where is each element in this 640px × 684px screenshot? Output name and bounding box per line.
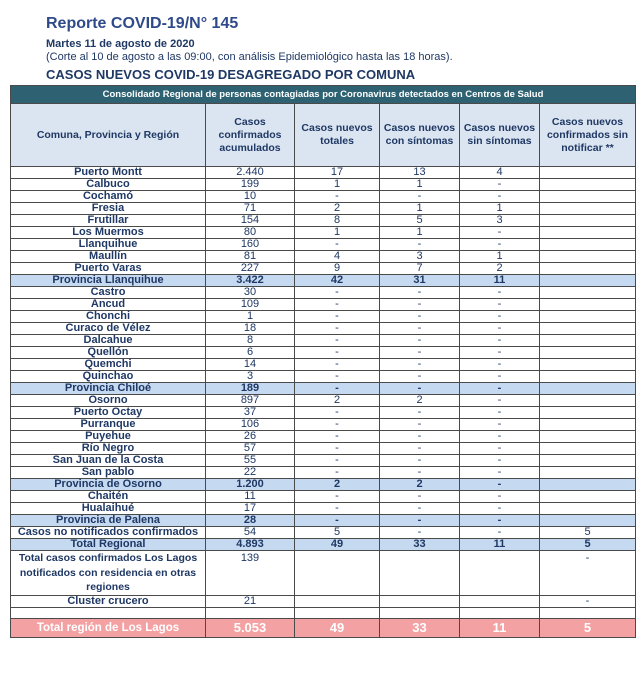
cell-new-unnotified [540,431,636,443]
cell-new-asymptomatic: - [460,371,540,383]
cell-accumulated: 8 [206,335,295,347]
report-subtitle: CASOS NUEVOS COVID-19 DESAGREGADO POR COMUNA [46,67,416,82]
cell-accumulated: 189 [206,383,295,395]
cell-new-unnotified [540,179,636,191]
cell-new-total: - [295,383,380,395]
cell-accumulated: 1.200 [206,479,295,491]
header-new-asymptomatic: Casos nuevos sin síntomas [460,104,540,167]
cell-accumulated: 227 [206,263,295,275]
table-row [11,167,636,179]
cell-name: Cochamó [11,191,206,203]
report-cutoff-note: (Corte al 10 de agosto a las 09:00, con análisis Epidemiológico hasta las 18 horas). [46,51,453,63]
cell-accumulated: 28 [206,515,295,527]
cell-name: Dalcahue [11,335,206,347]
cell-new-symptomatic: - [380,359,460,371]
cell-accumulated: 54 [206,527,295,539]
table-row [11,359,636,371]
cell-new-asymptomatic: 3 [460,215,540,227]
table-row [11,527,636,539]
cell-name: Frutillar [11,215,206,227]
cell-accumulated: 3 [206,371,295,383]
cell-new-total: 49 [295,619,380,638]
cell-name: Los Muermos [11,227,206,239]
cell-accumulated: 18 [206,323,295,335]
cell-accumulated: 14 [206,359,295,371]
cell-name: Ancud [11,299,206,311]
table-row [11,263,636,275]
cell-new-total: - [295,191,380,203]
cell-name: Hualaihué [11,503,206,515]
cell-accumulated: 80 [206,227,295,239]
cell-new-unnotified [540,419,636,431]
cell-accumulated: 6 [206,347,295,359]
cell-new-symptomatic: - [380,191,460,203]
cell-new-total: 5 [295,527,380,539]
cell-new-total: 2 [295,479,380,491]
cell-accumulated: 139 [206,551,295,596]
cell-new-total: 4 [295,251,380,263]
cell-name: Quellón [11,347,206,359]
cell-new-unnotified [540,515,636,527]
cell-new-total: - [295,419,380,431]
cell-name: Maullín [11,251,206,263]
cell-new-symptomatic: - [380,383,460,395]
cell-new-unnotified [540,215,636,227]
cell-new-symptomatic: - [380,287,460,299]
cell-name: Chonchi [11,311,206,323]
header-accumulated: Casos confirmados acumulados [206,104,295,167]
cell-new-symptomatic: 1 [380,227,460,239]
cell-new-asymptomatic: - [460,383,540,395]
cell-accumulated: 30 [206,287,295,299]
cell-new-unnotified [540,227,636,239]
cell-new-total: - [295,299,380,311]
cell-new-asymptomatic: 11 [460,275,540,287]
table-row [11,203,636,215]
table-row [11,347,636,359]
header-commune: Comuna, Provincia y Región [11,104,206,167]
cell-new-unnotified: - [540,551,636,596]
cell-new-symptomatic: 13 [380,167,460,179]
cell-accumulated: 10 [206,191,295,203]
cell-accumulated: 81 [206,251,295,263]
regional-total-row [11,539,636,551]
cell-accumulated: 199 [206,179,295,191]
cell-new-unnotified [540,275,636,287]
cell-name: Quinchao [11,371,206,383]
cell-new-unnotified [540,491,636,503]
cell-new-symptomatic: 33 [380,539,460,551]
cell-new-total: - [295,239,380,251]
table-row [11,608,636,619]
cell-name: Fresia [11,203,206,215]
cell-new-symptomatic: - [380,431,460,443]
table-row [11,371,636,383]
table-row [11,491,636,503]
cell-new-total: - [295,503,380,515]
cell-new-symptomatic: - [380,503,460,515]
province-row [11,479,636,491]
cell-new-unnotified [540,287,636,299]
cell-new-total: - [295,467,380,479]
cell-new-symptomatic: - [380,239,460,251]
cell-new-symptomatic: - [380,467,460,479]
cell-new-unnotified [540,479,636,491]
table-row [11,443,636,455]
cell-new-total [295,596,380,608]
table-row [11,551,636,596]
cell-new-asymptomatic: - [460,311,540,323]
table-row [11,323,636,335]
cell-new-symptomatic: 33 [380,619,460,638]
table-row [11,299,636,311]
cell-new-asymptomatic: - [460,455,540,467]
cell-new-symptomatic: - [380,527,460,539]
cell-new-symptomatic: - [380,335,460,347]
cell-new-unnotified [540,347,636,359]
cell-name: Provincia de Palena [11,515,206,527]
cell-new-asymptomatic: - [460,443,540,455]
cell-name: Cluster crucero [11,596,206,608]
cell-accumulated: 154 [206,215,295,227]
cell-new-unnotified [540,443,636,455]
cell-name: Provincia Chiloé [11,383,206,395]
cell-name: Purranque [11,419,206,431]
cell-new-symptomatic: 2 [380,395,460,407]
cell-new-symptomatic [380,608,460,619]
cell-new-symptomatic: - [380,491,460,503]
cell-new-unnotified: 5 [540,539,636,551]
cell-new-unnotified: - [540,596,636,608]
header-new-symptomatic: Casos nuevos con síntomas [380,104,460,167]
cell-new-total: - [295,515,380,527]
cell-new-symptomatic: - [380,311,460,323]
cell-new-total: 8 [295,215,380,227]
cell-new-asymptomatic: - [460,359,540,371]
cell-new-asymptomatic: - [460,227,540,239]
cell-accumulated: 26 [206,431,295,443]
grand-total-row [11,619,636,638]
cell-new-asymptomatic: - [460,347,540,359]
cell-new-asymptomatic [460,608,540,619]
table-row [11,455,636,467]
cell-name [11,608,206,619]
cell-accumulated: 4.893 [206,539,295,551]
cell-new-asymptomatic: - [460,191,540,203]
cell-new-total: 9 [295,263,380,275]
cell-new-unnotified [540,467,636,479]
cell-accumulated: 22 [206,467,295,479]
cell-new-asymptomatic: - [460,395,540,407]
cell-new-asymptomatic: - [460,407,540,419]
cell-new-unnotified [540,167,636,179]
cell-new-total [295,551,380,596]
cell-new-total: 1 [295,227,380,239]
cell-accumulated: 109 [206,299,295,311]
cell-new-total: - [295,335,380,347]
cell-accumulated: 55 [206,455,295,467]
cell-new-unnotified [540,299,636,311]
cell-new-symptomatic: 1 [380,203,460,215]
cell-new-asymptomatic: 1 [460,251,540,263]
cell-new-unnotified: 5 [540,527,636,539]
cell-name: Calbuco [11,179,206,191]
cell-new-total: - [295,359,380,371]
cell-accumulated: 21 [206,596,295,608]
cell-name: San pablo [11,467,206,479]
report-title: Reporte COVID-19/N° 145 [46,15,239,32]
cell-name: Río Negro [11,443,206,455]
cell-new-symptomatic: 1 [380,179,460,191]
cell-new-total: - [295,443,380,455]
cell-accumulated: 897 [206,395,295,407]
cell-accumulated: 2.440 [206,167,295,179]
cell-new-unnotified [540,263,636,275]
cell-new-asymptomatic: - [460,467,540,479]
header-new-total: Casos nuevos totales [295,104,380,167]
cell-new-total: 17 [295,167,380,179]
cell-new-unnotified [540,323,636,335]
cell-name: Total casos confirmados Los Lagos notificados con residencia en otras regiones [11,551,206,596]
table-row [11,407,636,419]
cell-name: Castro [11,287,206,299]
table-row [11,215,636,227]
cell-accumulated: 37 [206,407,295,419]
cell-new-symptomatic [380,596,460,608]
cell-new-unnotified [540,608,636,619]
table-row [11,395,636,407]
header-new-unnotified: Casos nuevos confirmados sin notificar ** [540,104,636,167]
table-row [11,311,636,323]
cell-new-total: - [295,287,380,299]
cell-name: Puyehue [11,431,206,443]
cell-new-unnotified [540,371,636,383]
cell-name: Provincia Llanquihue [11,275,206,287]
cell-new-asymptomatic: 11 [460,619,540,638]
cell-new-unnotified: 5 [540,619,636,638]
cell-new-unnotified [540,383,636,395]
cell-new-total: - [295,311,380,323]
cell-new-total: 2 [295,203,380,215]
cell-new-unnotified [540,311,636,323]
cell-new-symptomatic: - [380,443,460,455]
table-row [11,227,636,239]
cell-new-symptomatic: - [380,419,460,431]
cell-new-asymptomatic: - [460,335,540,347]
cell-new-unnotified [540,395,636,407]
cell-new-asymptomatic: - [460,479,540,491]
province-row [11,515,636,527]
cell-new-symptomatic: 2 [380,479,460,491]
cell-new-asymptomatic: - [460,179,540,191]
cell-new-asymptomatic: - [460,491,540,503]
cell-new-asymptomatic: - [460,503,540,515]
table-row [11,467,636,479]
province-row [11,275,636,287]
cell-new-asymptomatic: - [460,419,540,431]
table-row [11,419,636,431]
cell-new-unnotified [540,455,636,467]
cell-new-asymptomatic: 4 [460,167,540,179]
cell-new-unnotified [540,191,636,203]
table-row [11,251,636,263]
cell-new-asymptomatic: - [460,515,540,527]
cell-new-symptomatic: - [380,407,460,419]
cell-accumulated [206,608,295,619]
table-row [11,287,636,299]
cell-accumulated: 5.053 [206,619,295,638]
cell-new-total: 49 [295,539,380,551]
cell-new-total: - [295,347,380,359]
cell-new-total [295,608,380,619]
cell-accumulated: 3.422 [206,275,295,287]
cell-new-symptomatic: - [380,299,460,311]
cell-name: Puerto Varas [11,263,206,275]
cell-new-symptomatic: 3 [380,251,460,263]
cell-new-symptomatic: 5 [380,215,460,227]
cell-new-total: - [295,407,380,419]
cell-accumulated: 17 [206,503,295,515]
cell-new-asymptomatic: 1 [460,203,540,215]
table-row [11,239,636,251]
cell-new-asymptomatic: - [460,299,540,311]
cell-name: Llanquihue [11,239,206,251]
cell-name: Puerto Octay [11,407,206,419]
cell-new-total: - [295,431,380,443]
cell-new-asymptomatic: - [460,323,540,335]
cell-accumulated: 1 [206,311,295,323]
table-banner: Consolidado Regional de personas contagiadas por Coronavirus detectados en Centros de Salud [11,86,636,104]
cell-new-symptomatic: - [380,323,460,335]
table-row [11,503,636,515]
province-row [11,383,636,395]
cell-accumulated: 106 [206,419,295,431]
cell-new-unnotified [540,203,636,215]
cell-new-total: 42 [295,275,380,287]
cell-new-symptomatic: - [380,371,460,383]
cell-name: Curaco de Vélez [11,323,206,335]
cell-new-symptomatic: 7 [380,263,460,275]
table-row [11,179,636,191]
table-row [11,335,636,347]
cell-new-asymptomatic: - [460,431,540,443]
cell-name: Chaitén [11,491,206,503]
cell-name: Quemchi [11,359,206,371]
cell-new-unnotified [540,359,636,371]
cell-new-symptomatic: 31 [380,275,460,287]
cell-new-asymptomatic: - [460,527,540,539]
cell-new-asymptomatic [460,596,540,608]
cell-name: Provincia de Osorno [11,479,206,491]
cell-new-symptomatic: - [380,347,460,359]
cell-new-asymptomatic: - [460,239,540,251]
cell-new-asymptomatic [460,551,540,596]
cell-new-symptomatic: - [380,455,460,467]
cell-new-asymptomatic: - [460,287,540,299]
cell-new-total: - [295,371,380,383]
cell-new-unnotified [540,407,636,419]
cell-name: Puerto Montt [11,167,206,179]
cell-name: Total Regional [11,539,206,551]
cell-new-total: 2 [295,395,380,407]
cell-new-asymptomatic: 2 [460,263,540,275]
cell-name: San Juan de la Costa [11,455,206,467]
report-date: Martes 11 de agosto de 2020 [46,38,195,50]
cell-accumulated: 11 [206,491,295,503]
cell-name: Osorno [11,395,206,407]
cell-new-total: - [295,323,380,335]
cell-new-total: 1 [295,179,380,191]
cell-accumulated: 71 [206,203,295,215]
cell-new-total: - [295,455,380,467]
cell-name: Total región de Los Lagos [11,619,206,638]
cell-new-unnotified [540,239,636,251]
cases-by-commune-table [10,85,636,638]
cell-new-unnotified [540,251,636,263]
table-row [11,431,636,443]
cell-new-asymptomatic: 11 [460,539,540,551]
table-row [11,191,636,203]
cell-new-symptomatic: - [380,515,460,527]
table-row [11,596,636,608]
cell-new-total: - [295,491,380,503]
cell-name: Casos no notificados confirmados [11,527,206,539]
cell-new-unnotified [540,335,636,347]
cell-accumulated: 160 [206,239,295,251]
cell-new-symptomatic [380,551,460,596]
cell-new-unnotified [540,503,636,515]
cell-accumulated: 57 [206,443,295,455]
